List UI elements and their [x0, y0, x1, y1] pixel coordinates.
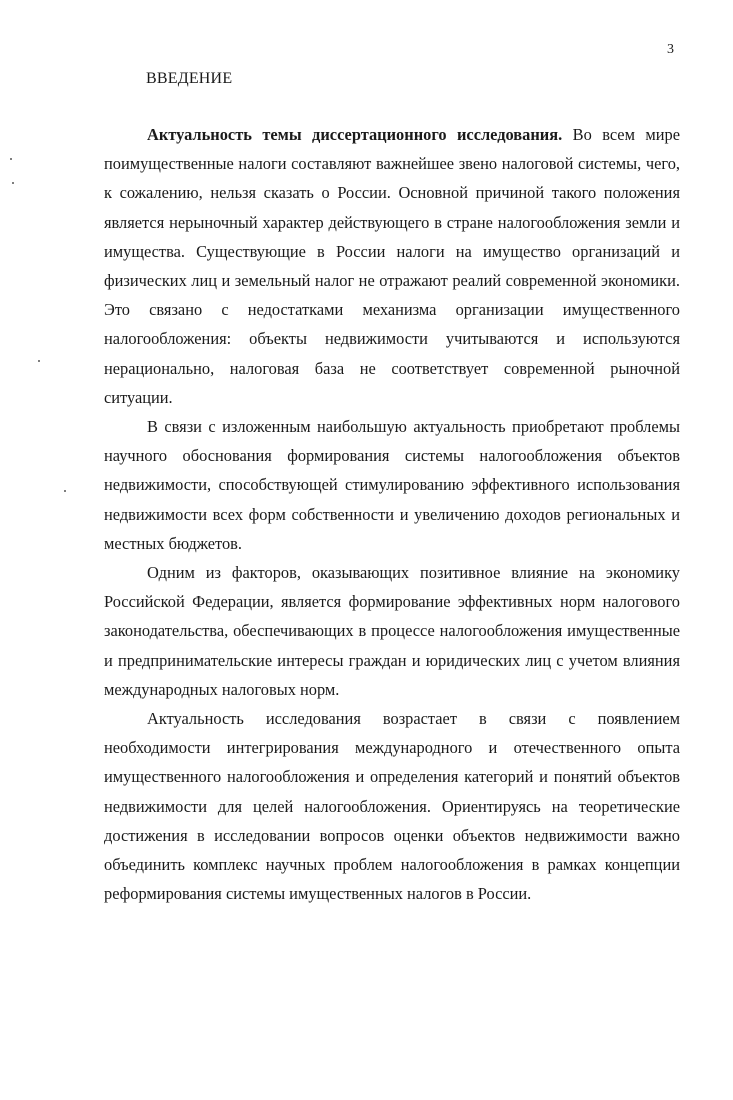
paragraph-1: [104, 120, 680, 412]
page-number: 3: [667, 42, 674, 57]
document-body: [104, 120, 680, 908]
scan-speck: [12, 182, 14, 184]
paragraph-2: В связи с изложенным наибольшую актуальность приобретают проблемы научного обоснования формирования системы налогообложения объектов недвижимости, способствующей стимулированию эффективного использования недвижимости всех форм собственности и увеличению доходов региональных и местных бюджетов.: [104, 417, 680, 553]
page-heading: ВВЕДЕНИЕ: [146, 70, 233, 87]
paragraph-3: Одним из факторов, оказывающих позитивное влияние на экономику Российской Федерации, является формирование эффективных норм налогового законодательства, обеспечивающих в процессе налогообложения имущественные и предпринимательские интересы граждан и юридических лиц с учетом влияния международных налоговых норм.: [104, 563, 680, 699]
paragraph-4: Актуальность исследования возрастает в связи с появлением необходимости интегрирования международного и отечественного опыта имущественного налогообложения и определения категорий и понятий объектов недвижимости для целей налогообложения. Ориентируясь на теоретические достижения в исследовании вопросов оценки объектов недвижимости важно объединить комплекс научных проблем налогообложения в рамках концепции реформирования системы имущественных налогов в России.: [104, 709, 680, 904]
scan-speck: [64, 490, 66, 492]
paragraph-1-lead: Актуальность темы диссертационного исследования.: [147, 125, 563, 144]
scan-speck: [10, 158, 12, 160]
paragraph-1-text: Во всем мире поимущественные налоги составляют важнейшее звено налоговой системы, чего, к сожалению, нельзя сказать о России. Основной причиной такого положения является нерыночный характер действующего в стране налогообложения земли и имущества. Существующие в России налоги на имущество организаций и физических лиц и земельный налог не отражают реалий современной экономики. Это связано с недостатками механизма организации имущественного налогообложения: объекты недвижимости учитываются и используются нерационально, налоговая база не соответствует современной рыночной ситуации.: [104, 125, 680, 407]
scan-speck: [38, 360, 40, 362]
